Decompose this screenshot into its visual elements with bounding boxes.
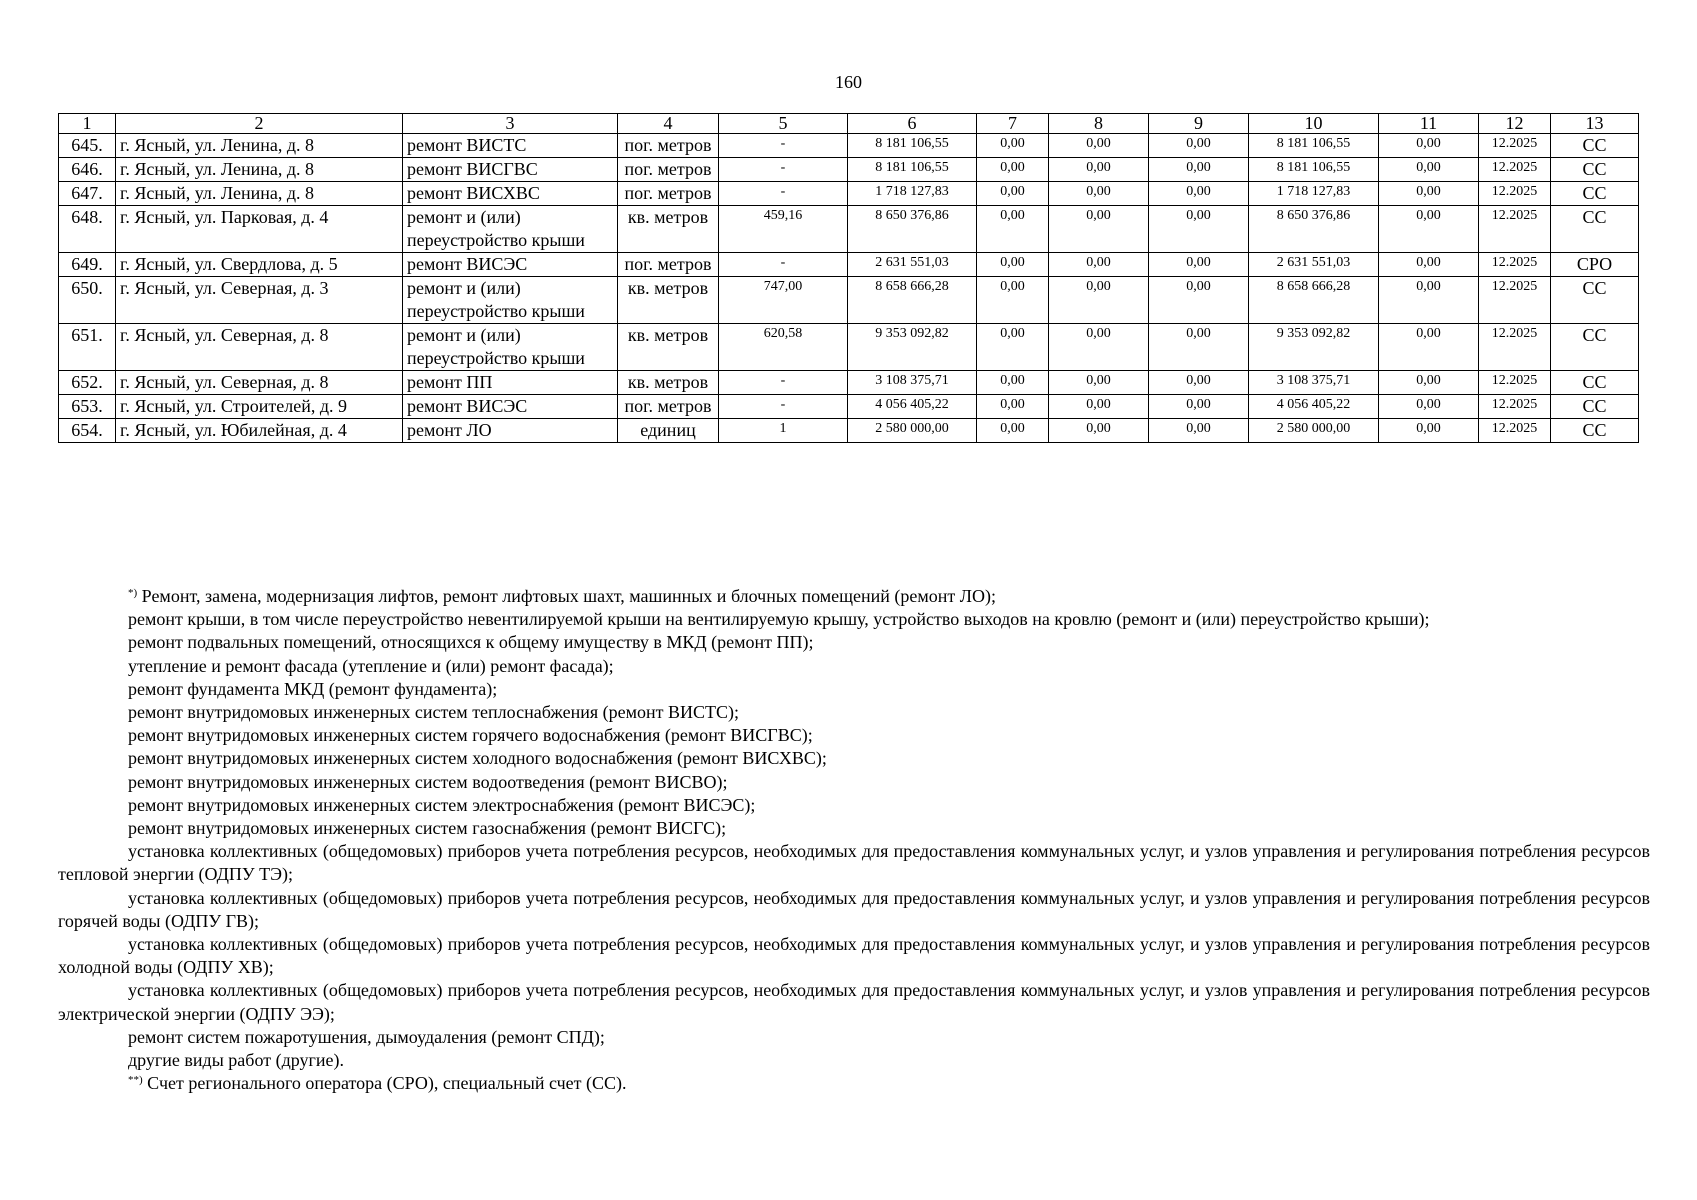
cell-account-type: СС [1551,371,1639,395]
footnote-text: Счет регионального оператора (СРО), специальный счет (СС). [142,1073,627,1094]
cell-cost-other: 0,00 [1149,419,1249,443]
cell-cost-fund: 0,00 [977,395,1049,419]
cell-cost-fund: 0,00 [977,253,1049,277]
cell-cost-other: 0,00 [1149,253,1249,277]
footnote-line: установка коллективных (общедомовых) приборов учета потребления ресурсов, необходимых для предоставления коммунальных услуг, и узлов управления и регулирования потребления ресурсов горячей воды (ОДПУ ГВ); [58,887,1650,931]
cell-cost-total: 4 056 405,22 [848,395,977,419]
footnotes [58,585,1650,1095]
cell-volume: 747,00 [719,277,848,324]
cell-cost-fund: 0,00 [977,371,1049,395]
cell-work-type: ремонт ВИСГВС [403,158,618,182]
cell-cost-budget: 0,00 [1049,395,1149,419]
cell-cost-total: 1 718 127,83 [848,182,977,206]
footnote-marker: **) [128,1074,143,1087]
cell-row-number: 649. [59,253,116,277]
cell-deadline: 12.2025 [1479,182,1551,206]
cell-account-type: СС [1551,158,1639,182]
cell-cost-fund: 0,00 [977,182,1049,206]
cell-cost-extra: 0,00 [1379,371,1479,395]
cell-account-type: СС [1551,182,1639,206]
cell-cost-owners: 8 181 106,55 [1249,158,1379,182]
cell-volume: - [719,158,848,182]
cell-account-type: СС [1551,277,1639,324]
footnote-marker: *) [128,587,138,599]
cell-address: г. Ясный, ул. Северная, д. 8 [116,371,403,395]
column-header: 7 [977,114,1049,134]
cell-address: г. Ясный, ул. Строителей, д. 9 [116,395,403,419]
table-row [59,324,1639,371]
cell-cost-owners: 8 181 106,55 [1249,134,1379,158]
cell-cost-total: 3 108 375,71 [848,371,977,395]
cell-cost-owners: 8 658 666,28 [1249,277,1379,324]
footnote-line: установка коллективных (общедомовых) приборов учета потребления ресурсов, необходимых для предоставления коммунальных услуг, и узлов управления и регулирования потребления ресурсов холодной воды (ОДПУ ХВ); [58,934,1650,978]
cell-cost-total: 2 631 551,03 [848,253,977,277]
cell-work-type: ремонт ВИСЭС [403,253,618,277]
column-header: 9 [1149,114,1249,134]
footnote-last [58,1072,1650,1095]
cell-account-type: СС [1551,419,1639,443]
column-header: 12 [1479,114,1551,134]
cell-volume: - [719,182,848,206]
footnote-line: ремонт систем пожаротушения, дымоудаления (ремонт СПД); [128,1026,605,1047]
cell-account-type: СС [1551,134,1639,158]
cell-account-type: СРО [1551,253,1639,277]
cell-cost-other: 0,00 [1149,395,1249,419]
cell-row-number: 654. [59,419,116,443]
cell-deadline: 12.2025 [1479,206,1551,253]
cell-cost-fund: 0,00 [977,206,1049,253]
cell-volume: - [719,253,848,277]
cell-volume: - [719,371,848,395]
cell-cost-owners: 1 718 127,83 [1249,182,1379,206]
cell-unit: пог. метров [618,134,719,158]
cell-work-type: ремонт и (или) переустройство крыши [403,324,618,371]
cell-cost-owners: 8 650 376,86 [1249,206,1379,253]
cell-row-number: 652. [59,371,116,395]
footnote-line: ремонт внутридомовых инженерных систем горячего водоснабжения (ремонт ВИСГВС); [128,725,813,746]
cell-deadline: 12.2025 [1479,134,1551,158]
cell-work-type: ремонт ПП [403,371,618,395]
cell-cost-extra: 0,00 [1379,419,1479,443]
cell-cost-total: 8 650 376,86 [848,206,977,253]
footnote-line: ремонт внутридомовых инженерных систем электроснабжения (ремонт ВИСЭС); [128,794,756,815]
cell-cost-total: 9 353 092,82 [848,324,977,371]
footnote-line: ремонт внутридомовых инженерных систем холодного водоснабжения (ремонт ВИСХВС); [128,748,827,769]
cell-cost-budget: 0,00 [1049,158,1149,182]
column-header: 2 [116,114,403,134]
cell-row-number: 653. [59,395,116,419]
cell-work-type: ремонт и (или) переустройство крыши [403,206,618,253]
cell-row-number: 650. [59,277,116,324]
cell-row-number: 645. [59,134,116,158]
cell-unit: кв. метров [618,371,719,395]
table-row [59,395,1639,419]
cell-cost-extra: 0,00 [1379,182,1479,206]
cell-unit: пог. метров [618,158,719,182]
cell-cost-budget: 0,00 [1049,277,1149,324]
cell-cost-other: 0,00 [1149,324,1249,371]
footnote-lines [58,608,1650,1072]
cell-cost-owners: 2 631 551,03 [1249,253,1379,277]
table-header-row [59,114,1639,134]
column-header: 11 [1379,114,1479,134]
table-row [59,158,1639,182]
cell-address: г. Ясный, ул. Ленина, д. 8 [116,182,403,206]
cell-cost-extra: 0,00 [1379,206,1479,253]
cell-cost-other: 0,00 [1149,158,1249,182]
cell-cost-total: 8 658 666,28 [848,277,977,324]
data-table [58,113,1639,443]
footnote-line: установка коллективных (общедомовых) приборов учета потребления ресурсов, необходимых для предоставления коммунальных услуг, и узлов управления и регулирования потребления ресурсов электрической энергии (ОДПУ ЭЭ); [58,980,1650,1024]
table-row [59,182,1639,206]
cell-cost-extra: 0,00 [1379,277,1479,324]
cell-work-type: ремонт и (или) переустройство крыши [403,277,618,324]
cell-deadline: 12.2025 [1479,324,1551,371]
cell-unit: кв. метров [618,324,719,371]
cell-cost-extra: 0,00 [1379,324,1479,371]
cell-address: г. Ясный, ул. Северная, д. 3 [116,277,403,324]
table-row [59,371,1639,395]
footnote-first [58,585,1650,608]
cell-row-number: 648. [59,206,116,253]
cell-cost-budget: 0,00 [1049,324,1149,371]
footnote-line: ремонт внутридомовых инженерных систем водоотведения (ремонт ВИСВО); [128,771,728,792]
cell-cost-extra: 0,00 [1379,253,1479,277]
footnote-text: Ремонт, замена, модернизация лифтов, ремонт лифтовых шахт, машинных и блочных помещений (ремонт ЛО); [137,586,996,606]
cell-deadline: 12.2025 [1479,277,1551,324]
cell-account-type: СС [1551,206,1639,253]
cell-unit: кв. метров [618,277,719,324]
cell-unit: пог. метров [618,182,719,206]
cell-cost-other: 0,00 [1149,206,1249,253]
cell-cost-extra: 0,00 [1379,395,1479,419]
cell-cost-owners: 3 108 375,71 [1249,371,1379,395]
cell-cost-extra: 0,00 [1379,158,1479,182]
cell-cost-owners: 2 580 000,00 [1249,419,1379,443]
cell-cost-budget: 0,00 [1049,182,1149,206]
footnote-line: ремонт внутридомовых инженерных систем теплоснабжения (ремонт ВИСТС); [128,702,740,723]
column-header: 3 [403,114,618,134]
cell-unit: единиц [618,419,719,443]
cell-volume: 620,58 [719,324,848,371]
footnote-line: ремонт крыши, в том числе переустройство невентилируемой крыши на вентилируемую крышу, устройство выходов на кровлю (ремонт и (или) переустройство крыши); [128,609,1430,630]
cell-cost-total: 2 580 000,00 [848,419,977,443]
column-header: 10 [1249,114,1379,134]
footnote-line: установка коллективных (общедомовых) приборов учета потребления ресурсов, необходимых для предоставления коммунальных услуг, и узлов управления и регулирования потребления ресурсов тепловой энергии (ОДПУ ТЭ); [58,841,1650,885]
table-body [59,134,1639,443]
cell-address: г. Ясный, ул. Свердлова, д. 5 [116,253,403,277]
cell-cost-budget: 0,00 [1049,419,1149,443]
cell-cost-budget: 0,00 [1049,134,1149,158]
cell-cost-owners: 4 056 405,22 [1249,395,1379,419]
cell-cost-other: 0,00 [1149,134,1249,158]
cell-unit: кв. метров [618,206,719,253]
cell-volume: 1 [719,419,848,443]
cell-cost-budget: 0,00 [1049,371,1149,395]
column-header: 5 [719,114,848,134]
cell-cost-fund: 0,00 [977,134,1049,158]
cell-unit: пог. метров [618,395,719,419]
cell-work-type: ремонт ВИСЭС [403,395,618,419]
cell-unit: пог. метров [618,253,719,277]
footnote-line: утепление и ремонт фасада (утепление и (или) ремонт фасада); [128,655,614,676]
cell-deadline: 12.2025 [1479,371,1551,395]
column-header: 13 [1551,114,1639,134]
cell-row-number: 651. [59,324,116,371]
table-row [59,419,1639,443]
cell-address: г. Ясный, ул. Ленина, д. 8 [116,134,403,158]
cell-cost-total: 8 181 106,55 [848,158,977,182]
table-row [59,277,1639,324]
cell-work-type: ремонт ЛО [403,419,618,443]
cell-row-number: 647. [59,182,116,206]
cell-volume: - [719,395,848,419]
cell-deadline: 12.2025 [1479,419,1551,443]
cell-cost-fund: 0,00 [977,158,1049,182]
column-header: 1 [59,114,116,134]
cell-address: г. Ясный, ул. Парковая, д. 4 [116,206,403,253]
cell-cost-other: 0,00 [1149,371,1249,395]
cell-cost-owners: 9 353 092,82 [1249,324,1379,371]
table-row [59,253,1639,277]
cell-cost-other: 0,00 [1149,277,1249,324]
cell-cost-other: 0,00 [1149,182,1249,206]
cell-address: г. Ясный, ул. Северная, д. 8 [116,324,403,371]
cell-address: г. Ясный, ул. Ленина, д. 8 [116,158,403,182]
footnote-line: ремонт внутридомовых инженерных систем газоснабжения (ремонт ВИСГС); [128,818,727,839]
cell-volume: 459,16 [719,206,848,253]
footnote-line: ремонт фундамента МКД (ремонт фундамента); [128,678,498,699]
cell-volume: - [719,134,848,158]
cell-deadline: 12.2025 [1479,158,1551,182]
column-header: 4 [618,114,719,134]
table-row [59,206,1639,253]
cell-cost-fund: 0,00 [977,324,1049,371]
cell-account-type: СС [1551,324,1639,371]
cell-cost-extra: 0,00 [1379,134,1479,158]
cell-work-type: ремонт ВИСТС [403,134,618,158]
cell-cost-fund: 0,00 [977,277,1049,324]
cell-cost-total: 8 181 106,55 [848,134,977,158]
table-row [59,134,1639,158]
cell-work-type: ремонт ВИСХВС [403,182,618,206]
footnote-line: другие виды работ (другие). [128,1050,344,1071]
footnote-line: ремонт подвальных помещений, относящихся к общему имуществу в МКД (ремонт ПП); [128,632,814,653]
cell-account-type: СС [1551,395,1639,419]
cell-cost-budget: 0,00 [1049,206,1149,253]
cell-address: г. Ясный, ул. Юбилейная, д. 4 [116,419,403,443]
cell-deadline: 12.2025 [1479,395,1551,419]
cell-deadline: 12.2025 [1479,253,1551,277]
cell-cost-budget: 0,00 [1049,253,1149,277]
column-header: 8 [1049,114,1149,134]
cell-cost-fund: 0,00 [977,419,1049,443]
cell-row-number: 646. [59,158,116,182]
page-number: 160 [835,72,862,92]
column-header: 6 [848,114,977,134]
